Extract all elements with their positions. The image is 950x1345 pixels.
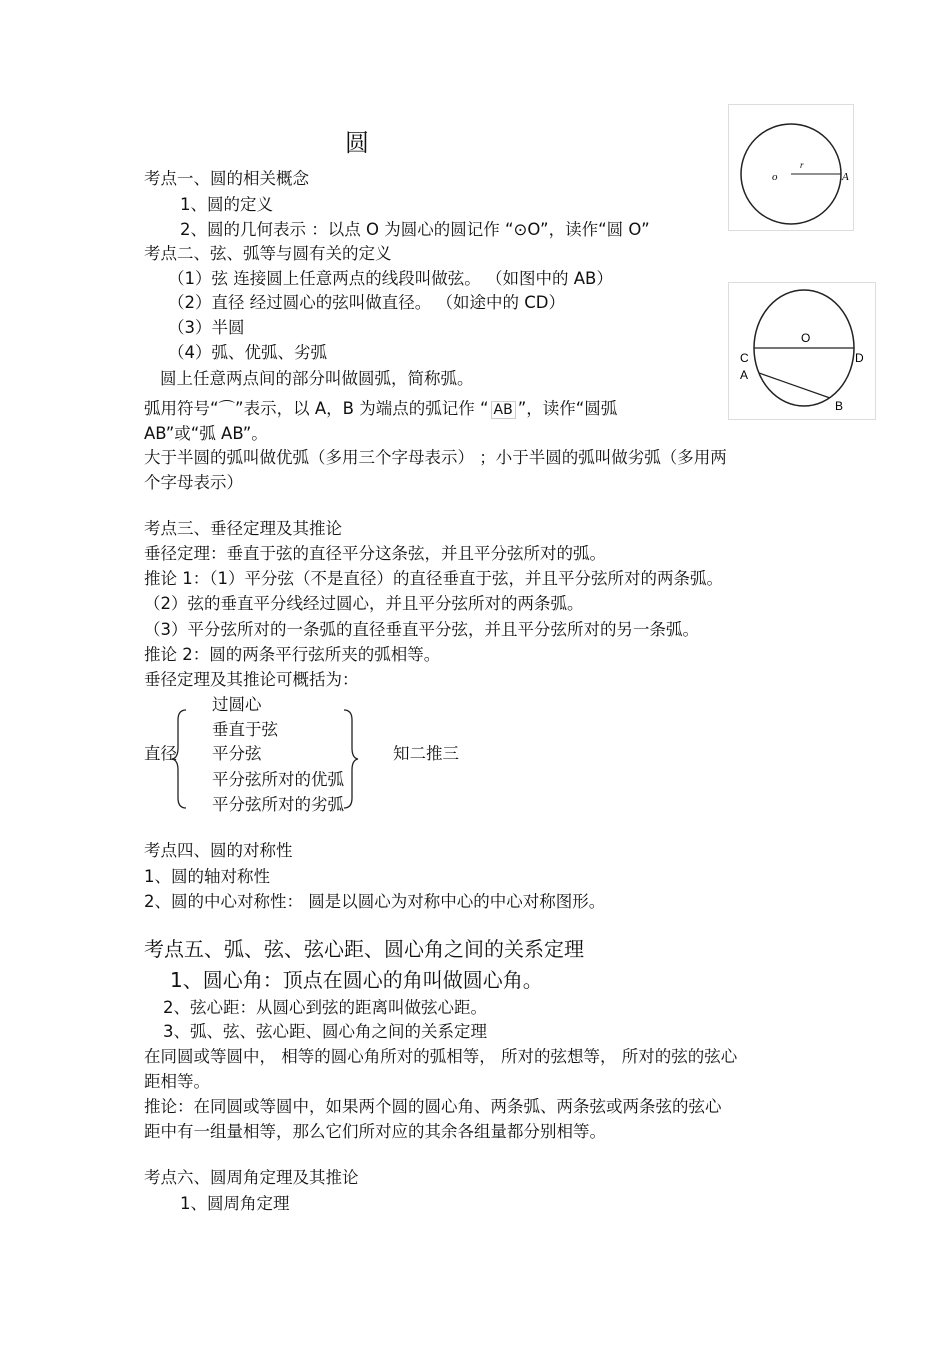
text-line: （3）半圆 <box>168 318 245 337</box>
brace-right-label: 知二推三 <box>393 744 459 763</box>
text-line: 在同圆或等圆中， 相等的圆心角所对的弧相等， 所对的弦想等， 所对的弦的弦心 <box>144 1047 738 1066</box>
text-line: 2、圆的几何表示 ：以点 O 为圆心的圆记作 “⊙O”，读作“圆 O” <box>180 220 650 239</box>
section-heading: 考点六、圆周角定理及其推论 <box>144 1168 359 1187</box>
text-fragment: 弧用符号“⌒”表示，以 A，B 为端点的弧记作 “ <box>144 399 489 418</box>
text-line: 3、弧、弦、弦心距、圆心角之间的关系定理 <box>163 1022 487 1041</box>
text-line: 推论 2：圆的两条平行弦所夹的弧相等。 <box>144 645 441 664</box>
section-heading: 考点三、垂径定理及其推论 <box>144 519 342 538</box>
section-heading: 考点一、圆的相关概念 <box>144 169 309 188</box>
right-brace <box>340 708 360 810</box>
section-heading: 考点四、圆的对称性 <box>144 841 293 860</box>
text-line: 个字母表示） <box>144 473 243 492</box>
text-line <box>144 398 617 420</box>
text-line: （2）直径 经过圆心的弦叫做直径。 （如途中的 CD） <box>168 293 565 312</box>
text-line: 大于半圆的弧叫做优弧（多用三个字母表示） ；小于半圆的弧叫做劣弧（多用两 <box>144 448 727 467</box>
brace-item: 平分弦所对的优弧 <box>212 770 344 789</box>
text-line: 距相等。 <box>144 1072 210 1091</box>
left-brace <box>170 708 190 810</box>
figure-label-o: O <box>801 331 811 345</box>
text-line: 垂径定理：垂直于弦的直径平分这条弦，并且平分弦所对的弧。 <box>144 544 606 563</box>
brace-item: 平分弦所对的劣弧 <box>212 795 344 814</box>
figure-label-o: o <box>772 171 778 183</box>
figure-label-c: C <box>740 351 749 365</box>
figure-label-a: A <box>842 171 849 183</box>
page-title: 圆 <box>345 129 369 157</box>
text-line: 垂径定理及其推论可概括为： <box>144 670 359 689</box>
text-line: 2、圆的中心对称性： 圆是以圆心为对称中心的中心对称图形。 <box>144 892 606 911</box>
text-line: AB”或“弧 AB”。 <box>144 424 268 443</box>
brace-item: 垂直于弦 <box>212 720 278 739</box>
circle-chord-figure <box>728 282 876 420</box>
figure-label-d: D <box>855 351 864 365</box>
figure-label-b: B <box>835 399 844 413</box>
arc-ab-symbol: AB <box>491 401 516 419</box>
brace-item: 过圆心 <box>212 695 262 714</box>
text-line: （3）平分弦所对的一条弧的直径垂直平分弦，并且平分弦所对的另一条弧。 <box>144 620 699 639</box>
text-line: 推论：在同圆或等圆中，如果两个圆的圆心角、两条弧、两条弦或两条弦的弦心 <box>144 1097 722 1116</box>
figure-label-r: r <box>800 160 804 170</box>
text-line: 2、弦心距：从圆心到弦的距离叫做弦心距。 <box>163 998 487 1017</box>
text-line: 1、圆的定义 <box>180 195 273 214</box>
text-line: 1、圆心角：顶点在圆心的角叫做圆心角。 <box>170 968 543 992</box>
circle-radius-figure <box>728 104 854 231</box>
text-fragment: ”，读作“圆弧 <box>517 399 618 418</box>
brace-left-label: 直径 <box>144 744 177 763</box>
text-line: 推论 1：（1）平分弦（不是直径）的直径垂直于弦，并且平分弦所对的两条弧。 <box>144 569 723 588</box>
text-line: 圆上任意两点间的部分叫做圆弧，简称弧。 <box>160 369 474 388</box>
text-line: 1、圆的轴对称性 <box>144 867 270 886</box>
text-line: （2）弦的垂直平分线经过圆心，并且平分弦所对的两条弧。 <box>144 594 584 613</box>
text-line: 距中有一组量相等，那么它们所对应的其余各组量都分别相等。 <box>144 1122 606 1141</box>
section-heading: 考点二、弦、弧等与圆有关的定义 <box>144 244 392 263</box>
figure-label-a: A <box>740 368 749 382</box>
section-heading: 考点五、弧、弦、弦心距、圆心角之间的关系定理 <box>144 937 584 961</box>
text-line: （1）弦 连接圆上任意两点的线段叫做弦。 （如图中的 AB） <box>168 269 613 288</box>
text-line: （4）弧、优弧、劣弧 <box>168 343 327 362</box>
brace-item: 平分弦 <box>212 744 262 763</box>
text-line: 1、圆周角定理 <box>180 1194 290 1213</box>
